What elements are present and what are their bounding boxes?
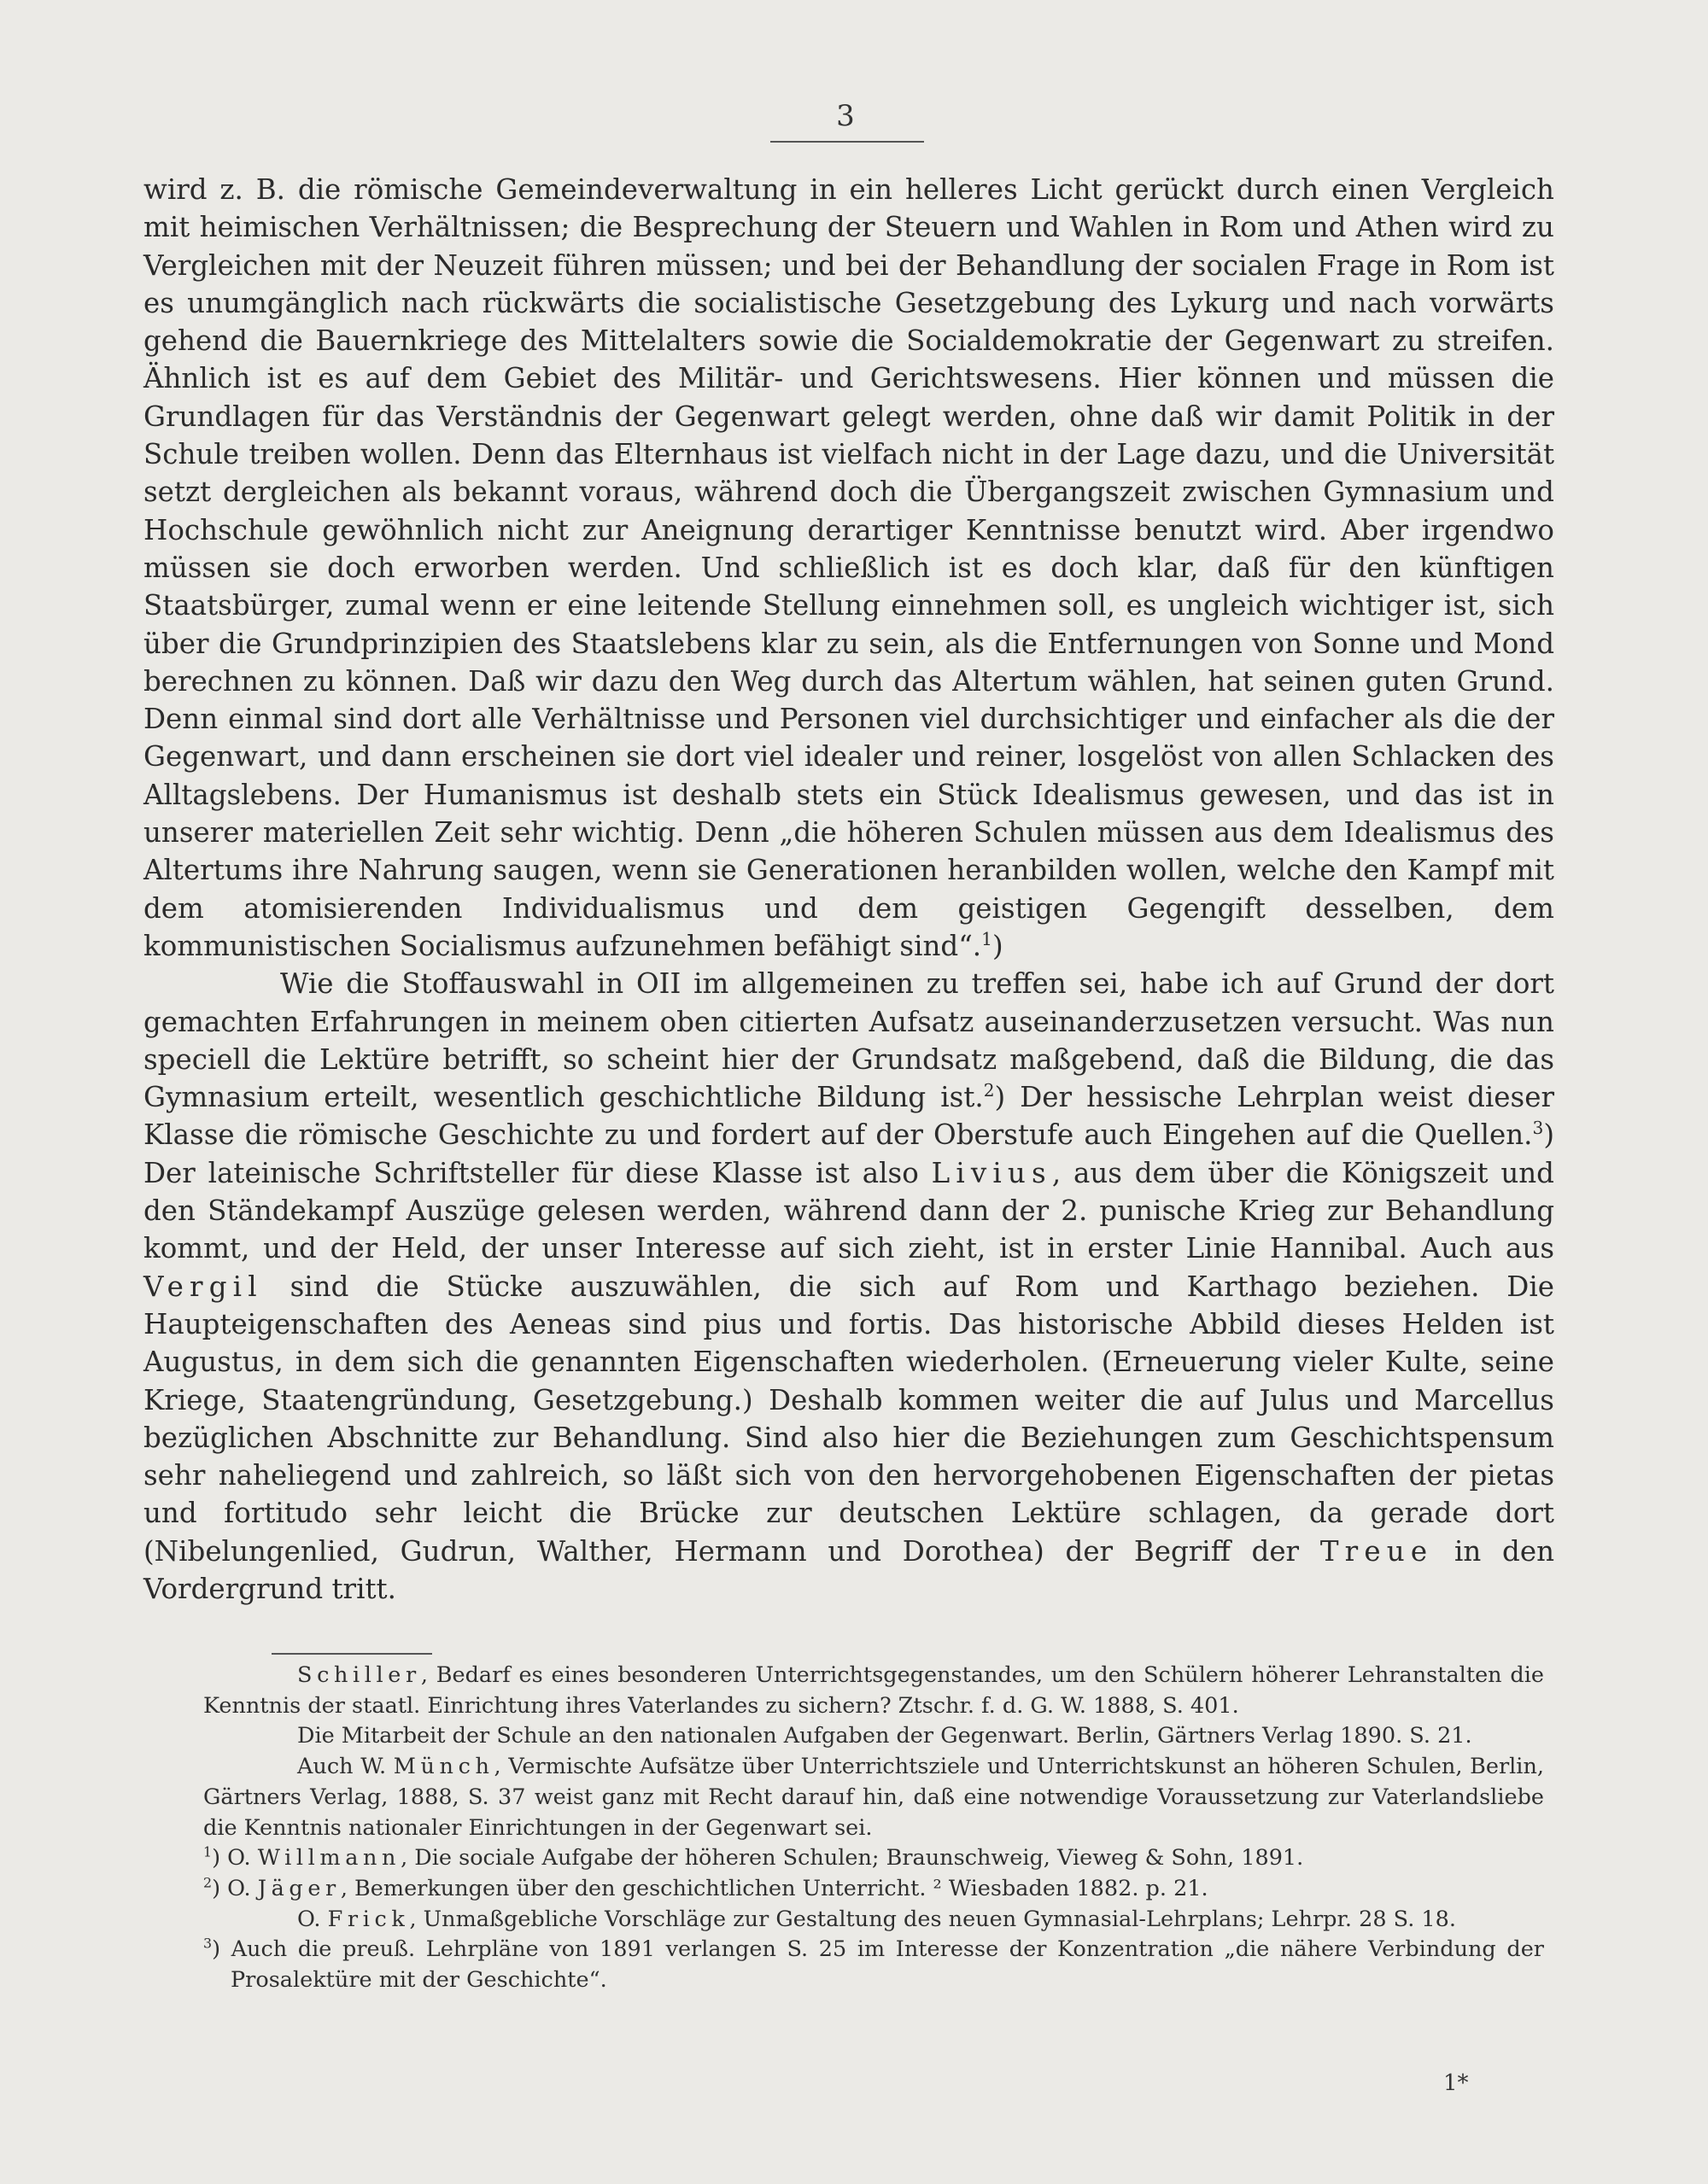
footnote-3: $^3$) Auch die preuß. Lehrpläne von 1891 verlangen S. 25 im Interesse der Konzentration „die nähere Verbindung der Prosalektüre mit der Geschichte“. [203,1935,1544,1994]
header-rule [770,141,924,143]
sheet-signature: 1* [1443,2070,1469,2096]
paragraph-1-text: wird z. B. die römische Gemeindeverwaltung in ein helleres Licht gerückt durch einen Vergleich mit heimischen Verhältnissen; die Besprechung der Steuern und Wahlen in Rom und Athen wird zu Vergleichen mit der Neuzeit führen müssen; und bei der Behandlung der socialen Frage in Rom ist es unumgänglich nach rückwärts die socialistische Gesetzgebung des Lykurg und nach vorwärts gehend die Bauernkriege des Mittelalters sowie die Socialdemokratie der Gegenwart zu streifen. Ähnlich ist es auf dem Gebiet des Militär- und Gerichtswesens. Hier können und müssen die Grundlagen für das Verständnis der Gegenwart gelegt werden, ohne daß wir damit Politik in der Schule treiben wollen. Denn das Elternhaus ist vielfach nicht in der Lage dazu, und die Universität setzt dergleichen als bekannt voraus, während doch die Übergangszeit zwischen Gymnasium und Hochschule gewöhnlich nicht zur Aneignung derartiger Kenntnisse benutzt wird. Aber irgendwo müssen sie doch erworben werden. Und schließlich ist es doch klar, daß für den künftigen Staatsbürger, zumal wenn er eine leitende Stellung einnehmen soll, es ungleich wichtiger ist, sich über die Grundprinzipien des Staatslebens klar zu sein, als die Entfernungen von Sonne und Mond berechnen zu können. Daß wir dazu den Weg durch das Altertum wählen, hat seinen guten Grund. Denn einmal sind dort alle Verhältnisse und Personen viel durchsichtiger und einfacher als die der Gegenwart, und dann erscheinen sie dort viel idealer und reiner, losgelöst von allen Schlacken des Alltagslebens. Der Humanismus ist deshalb stets ein Stück Idealismus gewesen, und das ist in unserer materiellen Zeit sehr wichtig. Denn „die höheren Schulen müssen aus dem Idealismus des Altertums ihre Nahrung saugen, wenn sie Generationen heranbilden wollen, welche den Kampf mit dem atomisierenden Individualismus und dem geistigen Gegengift desselben, dem kommunistischen Socialismus aufzunehmen befähigt sind“. [143,173,1554,962]
emphasis-treue: Treue [1319,1534,1434,1568]
paragraph-2: Wie die Stoffauswahl in OII im allgemeinen zu treffen sei, habe ich auf Grund der dort gemachten Erfahrungen in meinem oben citierten Aufsatz auseinanderzusetzen versucht. Was nun speciell die Lektüre betrifft, so scheint hier der Grundsatz maßgebend, daß die Bildung, die das Gymnasium erteilt, wesentlich geschichtliche Bildung ist.$^2$) Der hessische Lehrplan weist dieser Klasse die römische Geschichte zu und fordert auf der Oberstufe auch Eingehen auf die Quellen.$^3$) Der lateinische Schriftsteller für diese Klasse ist also Livius, aus dem über die Königszeit und den Ständekampf Auszüge gelesen werden, während dann der 2. punische Krieg zur Behandlung kommt, und der Held, der unser Interesse auf sich zieht, ist in erster Linie Hannibal. Auch aus Vergil sind die Stücke auszuwählen, die sich auf Rom und Karthago beziehen. Die Haupteigenschaften des Aeneas sind pius und fortis. Das historische Abbild dieses Helden ist Augustus, in dem sich die genannten Eigenschaften wiederholen. (Erneuerung vieler Kulte, seine Kriege, Staatengründung, Gesetzgebung.) Deshalb kommen weiter die auf Julus und Marcellus bezüglichen Abschnitte zur Behandlung. Sind also hier die Beziehungen zum Geschichtspensum sehr naheliegend und zahlreich, so läßt sich von den hervorgehobenen Eigenschaften der pietas und fortitudo sehr leicht die Brücke zur deutschen Lektüre schlagen, da gerade dort (Nibelungenlied, Gudrun, Walther, Hermann und Dorothea) der Begriff der Treue in den Vordergrund tritt. [143,967,1554,1605]
emphasis-livius: Livius [931,1156,1052,1189]
footnote-1: $^1$) O. Willmann, Die sociale Aufgabe der höheren Schulen; Braunschweig, Vieweg & Sohn, 1891. [203,1843,1304,1872]
main-text [143,171,1554,1608]
footnote-schiller: Schiller, Bedarf es eines besonderen Unterrichtsgegenstandes, um den Schülern höherer Lehranstalten die Kenntnis der staatl. Einrichtung ihres Vaterlandes zu sichern? Ztschr. f. d. G. W. 1888, S. 401. [203,1662,1544,1719]
page-number: 3 [836,99,855,133]
footnote-ref-1: 1 [981,929,992,950]
footnote-2: $^2$) O. Jäger, Bemerkungen über den geschichtlichen Unterricht. ² Wiesbaden 1882. p. 21. [203,1874,1208,1901]
footnote-mitarbeit: Die Mitarbeit der Schule an den nationalen Aufgaben der Gegenwart. Berlin, Gärtners Verlag 1890. S. 21. [297,1723,1472,1749]
footnote-2-frick: O. Frick, Unmaßgebliche Vorschläge zur Gestaltung des neuen Gymnasial-Lehrplans; Lehrpr. 28 S. 18. [297,1906,1456,1932]
footnote-muench: Auch W. Münch, Vermischte Aufsätze über Unterrichtsziele und Unterrichtskunst an höheren Schulen, Berlin, Gärtners Verlag, 1888, S. 37 weist ganz mit Recht darauf hin, daß eine notwendige Voraussetzung zur Vaterlandsliebe die Kenntnis nationaler Einrichtungen in der Gegenwart sei. [203,1754,1544,1841]
footnotes [203,1661,1544,1996]
emphasis-vergil: Vergil [143,1270,263,1303]
paragraph-1: wird z. B. die römische Gemeindeverwaltung in ein helleres Licht gerückt durch einen Vergleich mit heimischen Verhältnissen; die Besprechung der Steuern und Wahlen in Rom und Athen wird zu Vergleichen mit der Neuzeit führen müssen; und bei der Behandlung der socialen Frage in Rom ist es unumgänglich nach rückwärts die socialistische Gesetzgebung des Lykurg und nach vorwärts gehend die Bauernkriege des Mittelalters sowie die Socialdemokratie der Gegenwart zu streifen. Ähnlich ist es auf dem Gebiet des Militär- und Gerichtswesens. Hier können und müssen die Grundlagen für das Verständnis der Gegenwart gelegt werden, ohne daß wir damit Politik in der Schule treiben wollen. Denn das Elternhaus ist vielfach nicht in der Lage dazu, und die Universität setzt dergleichen als bekannt voraus, während doch die Übergangszeit zwischen Gymnasium und Hochschule gewöhnlich nicht zur Aneignung derartiger Kenntnisse benutzt wird. Aber irgendwo müssen sie doch erworben werden. Und schließlich ist es doch klar, daß für den künftigen Staatsbürger, zumal wenn er eine leitende Stellung einnehmen soll, es ungleich wichtiger ist, sich über die Grundprinzipien des Staatslebens klar zu sein, als die Entfernungen von Sonne und Mond berechnen zu können. Daß wir dazu den Weg durch das Altertum wählen, hat seinen guten Grund. Denn einmal sind dort alle Verhältnisse und Personen viel durchsichtiger und einfacher als die der Gegenwart, und dann erscheinen sie dort viel idealer und reiner, losgelöst von allen Schlacken des Alltagslebens. Der Humanismus ist deshalb stets ein Stück Idealismus gewesen, und das ist in unserer materiellen Zeit sehr wichtig. Denn „die höheren Schulen müssen aus dem Idealismus des Altertums ihre Nahrung saugen, wenn sie Generationen heranbilden wollen, welche den Kampf mit dem atomisierenden Individualismus und dem geistigen Gegengift desselben, dem kommunistischen Socialismus aufzunehmen befähigt sind“.$^1$) [143,173,1554,962]
footnote-ref-2: 2 [983,1080,995,1101]
footnote-ref-3: 3 [1532,1118,1544,1139]
footnote-rule [272,1653,432,1655]
